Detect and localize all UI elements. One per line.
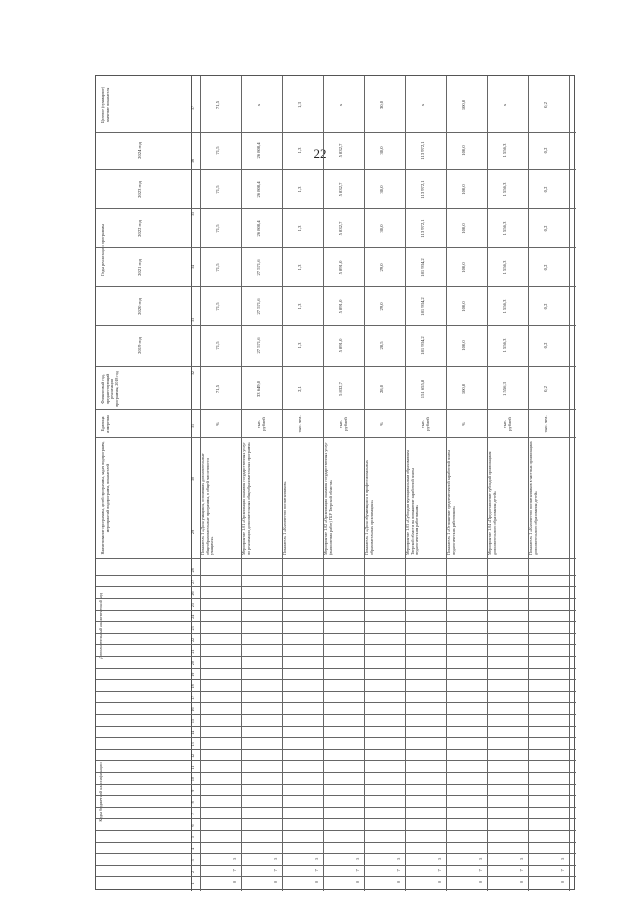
year-header: 2024 год [137, 142, 142, 159]
column-number: 13 [190, 742, 195, 747]
code-digit: 0 [232, 880, 237, 884]
grid-line [96, 286, 576, 287]
grid-line [96, 772, 576, 773]
row-year-value: 1 556,3 [502, 143, 507, 158]
row-year-value: 27 571,6 [256, 337, 261, 354]
row-year-value: 1,3 [297, 147, 302, 154]
row-year-value: 100,0 [461, 301, 466, 312]
column-number: 27 [190, 579, 195, 584]
column-number: 17 [190, 695, 195, 700]
row-year-value: 0,2 [543, 186, 548, 193]
code-digit: 7 [519, 869, 524, 872]
grid-line [96, 702, 576, 703]
row-year-value: 29,0 [379, 302, 384, 311]
grid-line [96, 247, 576, 248]
row-year-value: 100,0 [461, 262, 466, 273]
column-number: 15 [190, 719, 195, 724]
column-number: 10 [190, 777, 195, 782]
column-number: 19 [190, 672, 195, 677]
row-unit: тыс. рублей [420, 417, 431, 431]
row-year-value: 26 808,4 [256, 142, 261, 159]
grid-line [96, 679, 576, 680]
row-year-value: 27 571,6 [256, 298, 261, 315]
row-target-value: 0,2 [543, 102, 548, 108]
row-year-value: 1 556,3 [502, 299, 507, 314]
grid-line [487, 76, 488, 891]
column-number: 20 [190, 661, 195, 666]
grid-line [569, 76, 570, 891]
grid-line [96, 208, 576, 209]
row-name: Мероприятие 1.04 «Предоставление субсидий организациям дополнительного образования детей» [487, 451, 497, 555]
row-base-value: 151 655,8 [420, 379, 425, 399]
grid-line [96, 598, 576, 599]
row-unit: тыс. чел. [543, 415, 548, 433]
row-year-value: 1 556,3 [502, 338, 507, 353]
row-year-value: 113 972,1 [420, 141, 425, 160]
code-digit: 0 [396, 880, 401, 884]
row-year-value: 30,0 [379, 224, 384, 233]
grid-line [96, 575, 576, 576]
row-year-value: 100,0 [461, 145, 466, 156]
grid-line [282, 76, 283, 891]
row-year-value: 28,5 [379, 341, 384, 350]
grid-line [96, 818, 576, 819]
column-number: 25 [190, 603, 195, 608]
grid-line [96, 644, 576, 645]
column-number: 35 [190, 212, 195, 216]
row-year-value: 26 808,4 [256, 181, 261, 198]
document-table [95, 75, 575, 890]
code-digit: 7 [314, 869, 319, 872]
row-year-value: 26 808,4 [256, 220, 261, 237]
row-base-value: 100,0 [461, 383, 466, 395]
unit-column-header: Единица измерения [100, 415, 110, 433]
column-number: 1 [190, 882, 195, 885]
row-year-value: 5 832,7 [338, 221, 343, 236]
grid-line [96, 169, 576, 170]
column-number: 37 [190, 106, 195, 110]
grid-line [528, 76, 529, 891]
row-name: Показатель 1 «Количество воспитанников» [282, 481, 287, 555]
row-base-value: 0,2 [543, 386, 548, 392]
row-year-value: 0,2 [543, 264, 548, 271]
row-unit: тыс. чел. [297, 415, 302, 433]
rotated-table [96, 76, 576, 891]
grid-line [96, 807, 576, 808]
row-year-value: 71,5 [215, 302, 220, 311]
row-year-value: 1,3 [297, 342, 302, 349]
code-digit: 7 [273, 869, 278, 872]
row-target-value: х [502, 103, 507, 107]
row-year-value: 30,0 [379, 185, 384, 194]
grid-line [96, 691, 576, 692]
grid-line [96, 795, 576, 796]
column-number: 14 [190, 730, 195, 735]
row-target-value: 100,0 [461, 99, 466, 111]
base-year-header: Финансовый год, предшествующий реализации программы, 2018 год [100, 371, 119, 407]
row-name: Показатель 1 «Отношение среднемесячной заработной платы педагогических работников» [446, 450, 456, 555]
grid-line [96, 366, 576, 367]
row-year-value: 71,5 [215, 263, 220, 272]
grid-line [96, 437, 576, 438]
column-number: 21 [190, 649, 195, 654]
grid-line [96, 132, 576, 133]
row-target-value: 1,3 [297, 102, 302, 108]
row-year-value: 1 556,3 [502, 221, 507, 236]
row-year-value: 27 571,6 [256, 259, 261, 276]
row-unit: % [461, 422, 466, 426]
row-year-value: 1,3 [297, 225, 302, 232]
row-year-value: 0,2 [543, 342, 548, 349]
code-digit: 7 [396, 869, 401, 872]
grid-line [96, 876, 576, 877]
code-digit: 0 [314, 880, 319, 884]
column-number: 2 [190, 870, 195, 873]
row-unit: % [215, 422, 220, 426]
row-year-value: 1,3 [297, 186, 302, 193]
code-digit: 7 [437, 869, 442, 872]
codes-header: Коды бюджетной классификации [98, 762, 103, 822]
page-number: 22 [313, 146, 327, 161]
row-year-value: 0,2 [543, 147, 548, 154]
code-digit: 5 [560, 857, 565, 860]
years-header: Годы реализации программы [100, 224, 105, 276]
code-digit: 5 [478, 857, 483, 860]
row-target-value: 30,0 [379, 100, 384, 110]
code-digit: 0 [355, 880, 360, 884]
column-number: 23 [190, 626, 195, 631]
grid-line [96, 749, 576, 750]
column-number: 22 [190, 637, 195, 642]
grid-line [96, 865, 576, 866]
row-year-value: 1,3 [297, 264, 302, 271]
code-digit: 5 [519, 857, 524, 860]
code-digit: 5 [314, 857, 319, 860]
grid-line [96, 842, 576, 843]
column-number: 24 [190, 614, 195, 619]
column-number: 6 [190, 824, 195, 827]
column-number: 12 [190, 753, 195, 758]
row-year-value: 71,5 [215, 146, 220, 155]
column-number: 11 [190, 765, 195, 770]
row-year-value: 5 832,7 [338, 143, 343, 158]
row-year-value: 29,0 [379, 263, 384, 272]
row-year-value: 181 934,2 [420, 336, 425, 355]
column-number: 31 [190, 424, 195, 428]
column-number: 33 [190, 318, 195, 322]
grid-line [364, 76, 365, 891]
code-digit: 5 [396, 857, 401, 860]
row-year-value: 100,0 [461, 184, 466, 195]
row-year-value: 71,5 [215, 341, 220, 350]
grid-line [96, 760, 576, 761]
row-year-value: 71,5 [215, 224, 220, 233]
analytic-code-header: Дополнительный аналитический код [98, 593, 103, 659]
row-year-value: 30,0 [379, 146, 384, 155]
grid-line [96, 325, 576, 326]
grid-line [200, 76, 201, 891]
row-base-value: 2,1 [297, 386, 302, 392]
column-number: 26 [190, 591, 195, 596]
row-name: Показатель 1 «Количество воспитанников в частных организациях дополнительного образования детей» [528, 441, 538, 555]
row-name: Мероприятие 1.03 «Субсидии муниципальным образованиям Тверской области на повышение заработной платы педагогическим работникам» [405, 450, 420, 555]
row-year-value: 113 972,1 [420, 219, 425, 238]
row-base-value: 1 556,3 [502, 382, 507, 396]
column-number: 18 [190, 684, 195, 689]
grid-line [241, 76, 242, 891]
column-number: 28 [190, 568, 195, 573]
row-unit: % [379, 422, 384, 426]
grid-line [96, 610, 576, 611]
column-number: 4 [190, 847, 195, 850]
grid-line [96, 853, 576, 854]
column-number: 8 [190, 801, 195, 804]
row-year-value: 1 556,3 [502, 182, 507, 197]
row-name: Показатель 1 «Доля учащихся, освоивших дополнительные общеобразовательные программы, в общей численности учащихся» [200, 453, 215, 555]
year-header: 2022 год [137, 220, 142, 237]
row-year-value: 5 891,0 [338, 338, 343, 353]
column-number: 5 [190, 836, 195, 839]
row-year-value: 181 934,2 [420, 258, 425, 277]
row-year-value: 100,0 [461, 340, 466, 351]
row-year-value: 0,2 [543, 225, 548, 232]
code-digit: 5 [437, 857, 442, 860]
row-year-value: 1,3 [297, 303, 302, 310]
grid-line [96, 714, 576, 715]
grid-line [96, 726, 576, 727]
code-digit: 5 [232, 857, 237, 860]
code-digit: 0 [437, 880, 442, 884]
column-number: 16 [190, 707, 195, 712]
row-name: Показатель 1 «Доля обучающихся в профессиональных образовательных организациях» [364, 460, 374, 555]
row-year-value: 5 832,7 [338, 182, 343, 197]
grid-line [96, 586, 576, 587]
column-number: 9 [190, 789, 195, 792]
row-year-value: 1 556,3 [502, 260, 507, 275]
column-number: 7 [190, 812, 195, 815]
column-number: 32 [190, 371, 195, 375]
row-year-value: 5 891,0 [338, 299, 343, 314]
code-digit: 0 [560, 880, 565, 884]
row-year-value: 0,2 [543, 303, 548, 310]
year-header: 2019 год [137, 337, 142, 354]
grid-line [96, 633, 576, 634]
row-unit: тыс. рублей [502, 417, 513, 431]
row-year-value: 181 934,2 [420, 297, 425, 316]
code-digit: 0 [478, 880, 483, 884]
code-digit: 7 [355, 869, 360, 872]
column-number: 36 [190, 159, 195, 163]
grid-line [405, 76, 406, 891]
grid-line [446, 76, 447, 891]
grid-line [96, 668, 576, 669]
column-number: 34 [190, 265, 195, 269]
row-name: Мероприятие 1.02 «Организация оказания государственных услуг (выполнения работ) ГБУ Тверской области» [323, 442, 333, 555]
column-number: 3 [190, 859, 195, 862]
row-year-value: 113 972,1 [420, 180, 425, 199]
grid-line [96, 409, 576, 410]
year-header: 2020 год [137, 298, 142, 315]
name-column-header: Наименование программы, целей программы, задач подпрограмм, мероприятий подпрограмм, показателей [100, 441, 110, 555]
code-digit: 5 [273, 857, 278, 860]
row-year-value: 5 891,0 [338, 260, 343, 275]
grid-line [96, 621, 576, 622]
row-target-value: х [420, 103, 425, 107]
grid-line [96, 784, 576, 785]
row-target-value: 71,5 [215, 100, 220, 110]
grid-line [96, 656, 576, 657]
row-unit: тыс. рублей [256, 417, 267, 431]
row-base-value: 33 649,0 [256, 380, 261, 398]
row-base-value: 28,0 [379, 384, 384, 394]
year-header: 2023 год [137, 181, 142, 198]
code-digit: 7 [232, 869, 237, 872]
row-base-value: 5 832,7 [338, 382, 343, 396]
row-year-value: 71,5 [215, 185, 220, 194]
row-base-value: 71,5 [215, 384, 220, 394]
code-digit: 0 [519, 880, 524, 884]
grid-line [323, 76, 324, 891]
row-target-value: х [338, 103, 343, 107]
code-digit: 7 [478, 869, 483, 872]
code-digit: 5 [355, 857, 360, 860]
row-name: Мероприятие 1.01 «Организация оказания государственных услуг по реализации дополнительных общеобразовательных программ» [241, 442, 251, 555]
grid-line [96, 558, 576, 559]
row-target-value: х [256, 103, 261, 107]
code-digit: 7 [560, 869, 565, 872]
year-header: 2021 год [137, 259, 142, 276]
target-header: Целевое (суммарное) значение показателя [100, 86, 110, 124]
code-digit: 0 [273, 880, 278, 884]
grid-line [96, 737, 576, 738]
grid-line [96, 830, 576, 831]
row-year-value: 100,0 [461, 223, 466, 234]
row-unit: тыс. рублей [338, 417, 349, 431]
column-number: 29 [190, 530, 195, 534]
column-number: 30 [190, 477, 195, 481]
